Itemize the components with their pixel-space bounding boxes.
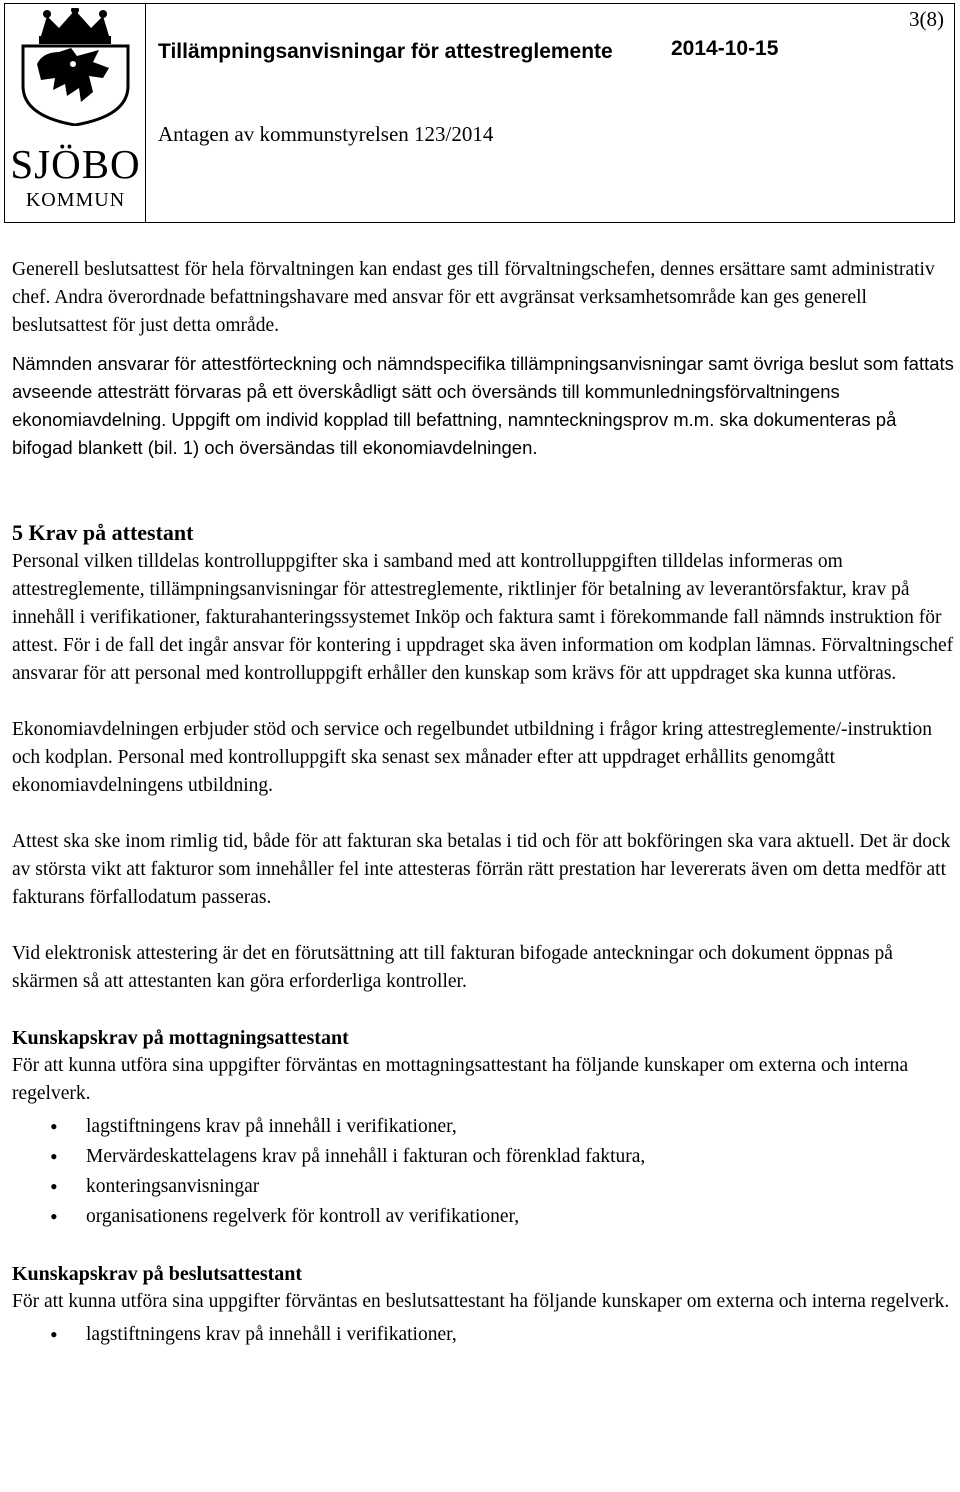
adopted-note: Antagen av kommunstyrelsen 123/2014 [158, 122, 494, 146]
subheading-reception-attestant: Kunskapskrav på mottagningsattestant [12, 1027, 349, 1049]
list-item: • lagstiftningens krav på innehåll i verifikationer, [12, 1112, 954, 1142]
document-title: Tillämpningsanvisningar för attestreglemente [158, 40, 613, 63]
subheading-decision-attestant: Kunskapskrav på beslutsattestant [12, 1263, 303, 1285]
document-body [12, 256, 954, 1350]
paragraph-staff-information: Personal vilken tilldelas kontrolluppgifter ska i samband med att kontrolluppgiften tilldelas informeras om attestreglemente, tillämpningsanvisningar för attestreglemente, riktlinjer för betalning av leverantörsfaktur, krav på innehåll i verifikationer, fakturahanteringssystemet Inköp och faktura samt i förekommande fall nämnds instruktion för attest. För i de fall det ingår ansvar för kontering i uppdraget ska även information om kodplan lämnas. Förvaltningschef ansvarar för att personal med kontrolluppgift erhåller den kunskap som krävs för att uppdraget ska kunna utföras. [12, 551, 954, 684]
section-heading: 5 Krav på attestant [12, 520, 194, 545]
list-item: • lagstiftningens krav på innehåll i verifikationer, [12, 1320, 954, 1350]
document-header [4, 3, 955, 223]
document-date: 2014-10-15 [671, 37, 779, 60]
list-item: • organisationens regelverk för kontroll av verifikationer, [12, 1202, 954, 1232]
logo-text-sjobo: SJÖBO [10, 141, 141, 187]
paragraph-general-attest: Generell beslutsattest för hela förvaltningen kan endast ges till förvaltningschefen, dennes ersättare samt administrativ chef. Andra överordnade befattningshavare med ansvar för ett avgränsat verksamhetsområde kan ges generell beslutsattest för just detta område. [12, 259, 935, 336]
paragraph-training: Ekonomiavdelningen erbjuder stöd och service och regelbundet utbildning i frågor kring attestreglemente/-instruktion och kodplan. Personal med kontrolluppgift ska senast sex månader efter att uppdraget erhållits genomgått ekonomiavdelningens utbildning. [12, 719, 933, 796]
coat-of-arms-icon [13, 8, 138, 126]
list-item: • konteringsanvisningar [12, 1172, 954, 1202]
decision-requirements-list [12, 1320, 954, 1350]
paragraph-timely-attest: Attest ska ske inom rimlig tid, både för att fakturan ska betalas i tid och för att bokföringen ska vara aktuell. Det är dock av största vikt att fakturor som innehåller fel inte attesteras förrän rätt prestation har levererats även om detta medför att fakturans förfallodatum passeras. [12, 831, 951, 908]
paragraph-electronic-attest: Vid elektronisk attestering är det en förutsättning att till fakturan bifogade anteckningar och dokument öppnas på skärmen så att attestanten kan göra erforderliga kontroller. [12, 943, 893, 992]
logo-text-kommun: KOMMUN [25, 189, 126, 211]
paragraph-board-responsibility: Nämnden ansvarar för attestförteckning och nämndspecifika tillämpningsanvisningar samt övriga beslut som fattats avseende attesträtt förvaras på ett överskådligt sätt och översänds till kommunledningsförvaltningens ekonomiavdelning. Uppgift om individ kopplad till befattning, namnteckningsprov m.m. ska dokumenteras på bifogad blankett (bil. 1) och översändas till ekonomiavdelningen. [12, 353, 954, 458]
paragraph-reception-knowledge: För att kunna utföra sina uppgifter förväntas en mottagningsattestant ha följande kunskaper om externa och interna regelverk. [12, 1055, 909, 1104]
list-item: • Mervärdeskattelagens krav på innehåll i fakturan och förenklad faktura, [12, 1142, 954, 1172]
municipality-logo [5, 4, 146, 222]
reception-requirements-list [12, 1112, 954, 1232]
paragraph-decision-knowledge: För att kunna utföra sina uppgifter förväntas en beslutsattestant ha följande kunskaper om externa och interna regelverk. [12, 1291, 950, 1312]
page-number: 3(8) [909, 7, 944, 31]
